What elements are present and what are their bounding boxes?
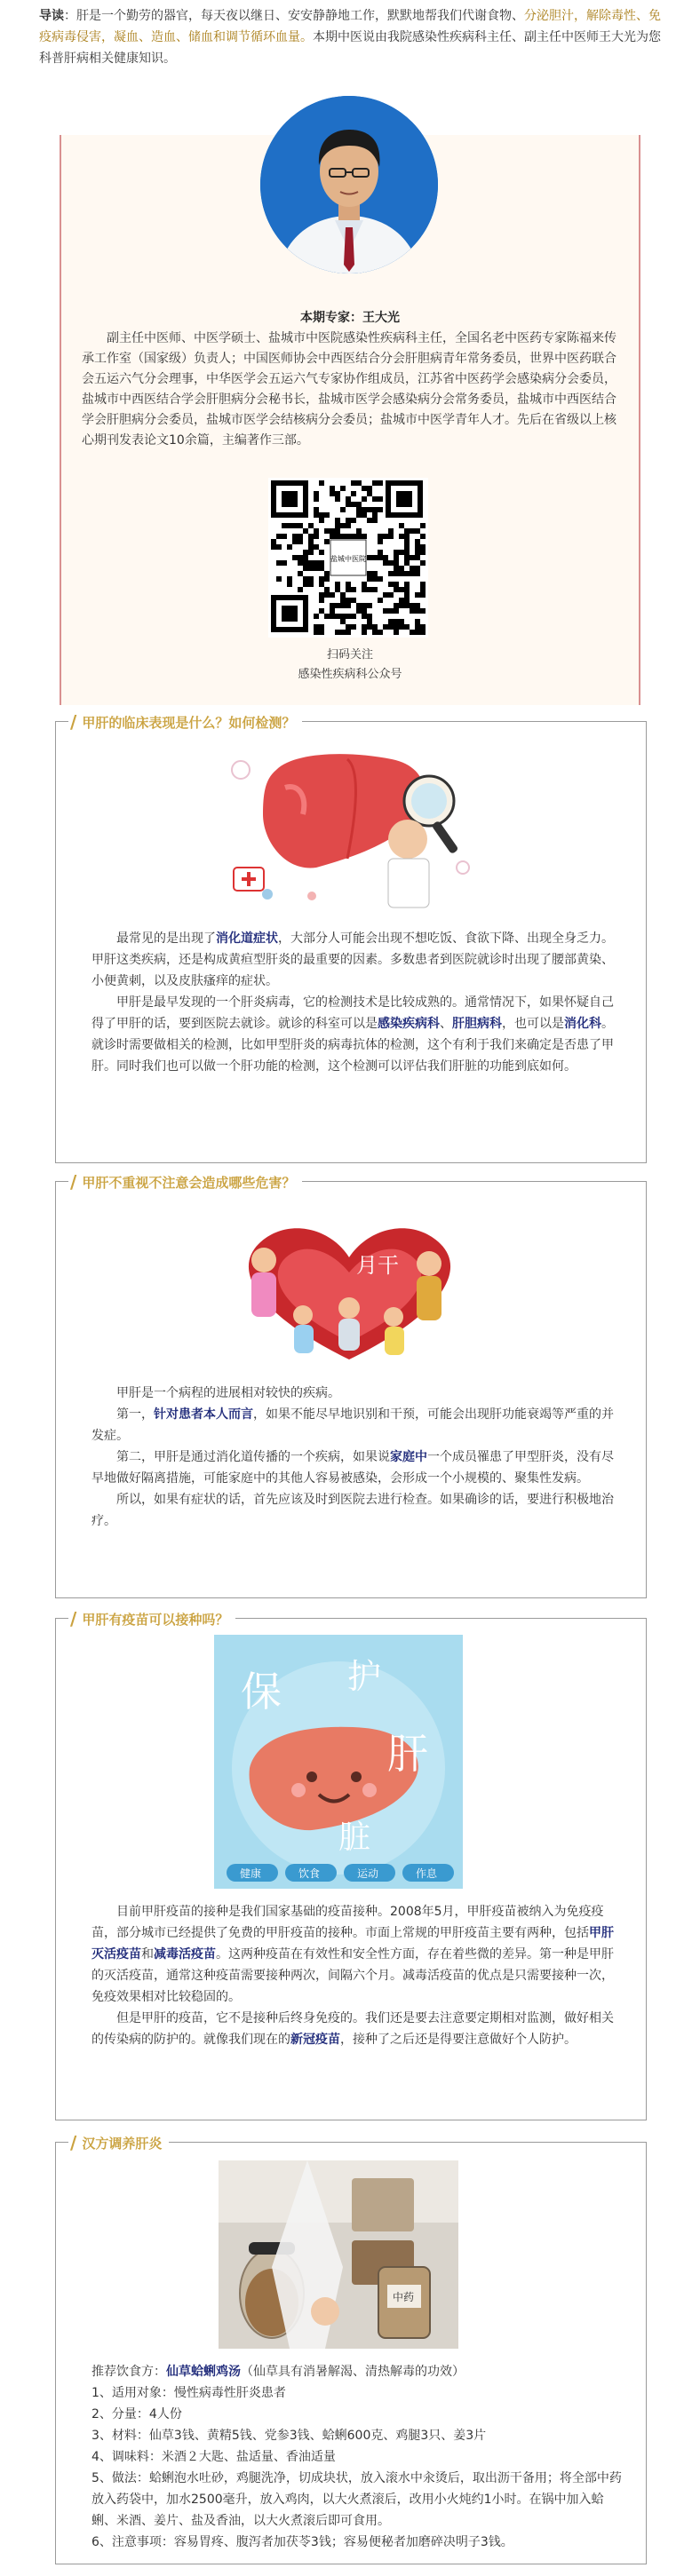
svg-text:健康: 健康: [240, 1867, 262, 1880]
liver-doctor-icon: [214, 734, 486, 912]
section-2-p1: 甲肝是一个病程的进展相对较快的疾病。: [116, 1386, 340, 1400]
slash-icon: /: [70, 2132, 77, 2153]
expert-name: 本期专家：王大光: [300, 311, 400, 325]
section-header: [68, 1608, 235, 1629]
family-heart-icon: [205, 1209, 494, 1368]
qr-code-icon: [268, 478, 428, 638]
section-1-p1: 最常见的是出现了消化道症状，大部分人可能会出现不想吃饭、食欲下降、出现全身乏力。甲肝这类疾病，还是构成黄疸型肝炎的最重要的因素。多数患者到医院就诊时出现了腰部黄染、小便黄刺，以及皮肤瘙痒的症状。: [91, 931, 614, 988]
section-title: 甲肝的临床表现是什么？如何检测？: [82, 714, 296, 731]
family-liver-illustration: [205, 1209, 494, 1368]
section-vaccine: [55, 1608, 647, 2120]
intro-text-pre: ：肝是一个勤劳的器官，每天夜以继日、安安静静地工作，默默地帮我们代谢食物、: [64, 9, 524, 23]
svg-text:护: 护: [347, 1657, 382, 1696]
section-4-text: [91, 2361, 624, 2553]
svg-text:肝: 肝: [387, 1730, 428, 1778]
section-header: [68, 1171, 302, 1193]
section-1-text: [91, 928, 616, 1077]
section-header: [68, 711, 302, 733]
qr-caption-2: 感染性疾病科公众号: [298, 668, 402, 681]
section-3-p2: 但是甲肝的疫苗，它不是接种后终身免疫的。我们还是要去注意要定期相对监测，做好相关的传染病的防护的。就像我们现在的新冠疫苗，接种了之后还是得要注意做好个人防护。: [91, 2011, 614, 2047]
section-title: 甲肝不重视不注意会造成哪些危害？: [82, 1174, 296, 1191]
svg-text:作息: 作息: [416, 1867, 438, 1880]
protect-liver-icon: [214, 1635, 463, 1889]
recipe-item: 3、材料：仙草3钱、黄精5钱、党参3钱、蛤蜊600克、鸡腿3只、姜3片: [91, 2429, 487, 2443]
intro-text-post: 本期中医说由我院感染性疾病科主任、副主任中医师王大光为您科普肝病相关健康知识。: [39, 30, 661, 66]
svg-text:运动: 运动: [357, 1867, 379, 1880]
expert-portrait-icon: [260, 96, 438, 273]
intro-text-gold: 分泌胆汁，解除毒性、免疫病毒侵害，凝血、造血、储血和调节循环血量。: [39, 9, 661, 44]
section-1-p2: 甲肝是最早发现的一个肝炎病毒，它的检测技术是比较成熟的。通常情况下，如果怀疑自己得了甲肝的话，要到医院去就诊。就诊的科室可以是感染疾病科、肝胆病科，也可以是消化科。就诊时需要做相关的检测，比如甲型肝炎的病毒抗体的检测，这个有利于我们来确定是否患了甲肝。同时我们也可以做一个肝功能的检测，这个检测可以评估我们肝脏的功能到底如何。: [91, 995, 614, 1074]
liver-doctor-illustration: [214, 734, 486, 912]
section-hazards: [55, 1171, 647, 1598]
qr-caption-1: 扫码关注: [326, 648, 373, 662]
recipe-item: 6、注意事项：容易胃疼、腹泻者加茯苓3钱；容易便秘者加磨碎决明子3钱。: [91, 2535, 513, 2549]
section-3-p1: 目前甲肝疫苗的接种是我们国家基础的疫苗接种。2008年5月，甲肝疫苗被纳入为免疫疫苗，部分城市已经提供了免费的甲肝疫苗的接种。市面上常规的甲肝疫苗主要有两种，包括甲肝灭活疫苗和减毒活疫苗。这两种疫苗在有效性和安全性方面，存在着些微的差异。第一种是甲肝的灭活疫苗，通常这种疫苗需要接种两次，间隔六个月。减毒活疫苗的优点是只需要接种一次，免疫效果相对比较稳固的。: [91, 1905, 614, 2004]
qr-center-label: 盐城中医院: [330, 555, 366, 563]
expert-avatar: [260, 96, 438, 273]
recipe-item: 5、做法：蛤蜊泡水吐砂，鸡腿洗净，切成块状，放入滚水中汆烫后，取出沥干备用；将全部中药放入药袋中，加水2500毫升，放入鸡肉，以大火煮滚后，改用小火炖约1小时。在锅中加入蛤蜊、米酒、姜片、盐及香油，以大火煮滚后即可食用。: [91, 2471, 622, 2528]
svg-text:保: 保: [241, 1668, 282, 1716]
intro-label: 导读: [39, 9, 64, 23]
svg-text:饮食: 饮食: [298, 1867, 321, 1880]
section-2-p2: 第一，针对患者本人而言，如果不能尽早地识别和干预，可能会出现肝功能衰竭等严重的并发症。: [91, 1407, 614, 1443]
section-2-text: [91, 1383, 616, 1532]
svg-text:中药: 中药: [393, 2291, 415, 2303]
recipe-item: 1、适用对象：慢性病毒性肝炎患者: [91, 2386, 286, 2400]
section-herbal-diet: [55, 2132, 647, 2564]
intro-paragraph: [39, 5, 666, 69]
slash-icon: /: [70, 1171, 77, 1193]
herbal-jars-icon: [219, 2160, 458, 2349]
herbal-jars-photo: [219, 2160, 458, 2349]
expert-bio: 副主任中医师、中医学硕士、盐城市中医院感染性疾病科主任，全国名老中医药专家陈福来传承工作室（国家级）负责人；中国医师协会中西医结合分会肝胆病青年常务委员，世界中医药联合会五运六气分会理事，中华医学会五运六气专家协作组成员，江苏省中医药学会感染病分会委员，盐城市中西医结合学会肝胆病分会秘书长，盐城市医学会感染病分会常务委员，盐城市中西医结合学会肝胆病分会委员，盐城市医学会结核病分会委员；盐城市中医学青年人才。先后在省级以上核心期刊发表论文10余篇，主编著作三部。: [82, 331, 616, 448]
section-2-p4: 所以，如果有症状的话，首先应该及时到医院去进行检查。如果确诊的话，要进行积极地治疗。: [91, 1493, 614, 1528]
liver-char-text: 月干: [356, 1253, 399, 1278]
section-title: 甲肝有疫苗可以接种吗？: [82, 1611, 229, 1628]
recipe-item: 4、调味料：米酒２大匙、盐适量、香油适量: [91, 2450, 336, 2464]
section-header: [68, 2132, 169, 2153]
qr-code[interactable]: [268, 478, 428, 638]
slash-icon: /: [70, 711, 77, 733]
slash-icon: /: [70, 1608, 77, 1629]
recipe-item: 2、分量：4人份: [91, 2407, 182, 2421]
section-3-text: [91, 1901, 616, 2050]
section-title: 汉方调养肝炎: [82, 2135, 163, 2152]
section-2-p3: 第二，甲肝是通过消化道传播的一个疾病，如果说家庭中一个成员罹患了甲型肝炎，没有尽早地做好隔离措施，可能家庭中的其他人容易被感染，会形成一个小规模的、聚集性发病。: [91, 1450, 614, 1486]
recipe-title: 推荐饮食方：仙草蛤蜊鸡汤（仙草具有消暑解渴、清热解毒的功效）: [91, 2365, 465, 2379]
svg-text:脏: 脏: [338, 1819, 371, 1856]
protect-liver-illustration: [214, 1635, 463, 1889]
section-clinical-signs: [55, 711, 647, 1163]
